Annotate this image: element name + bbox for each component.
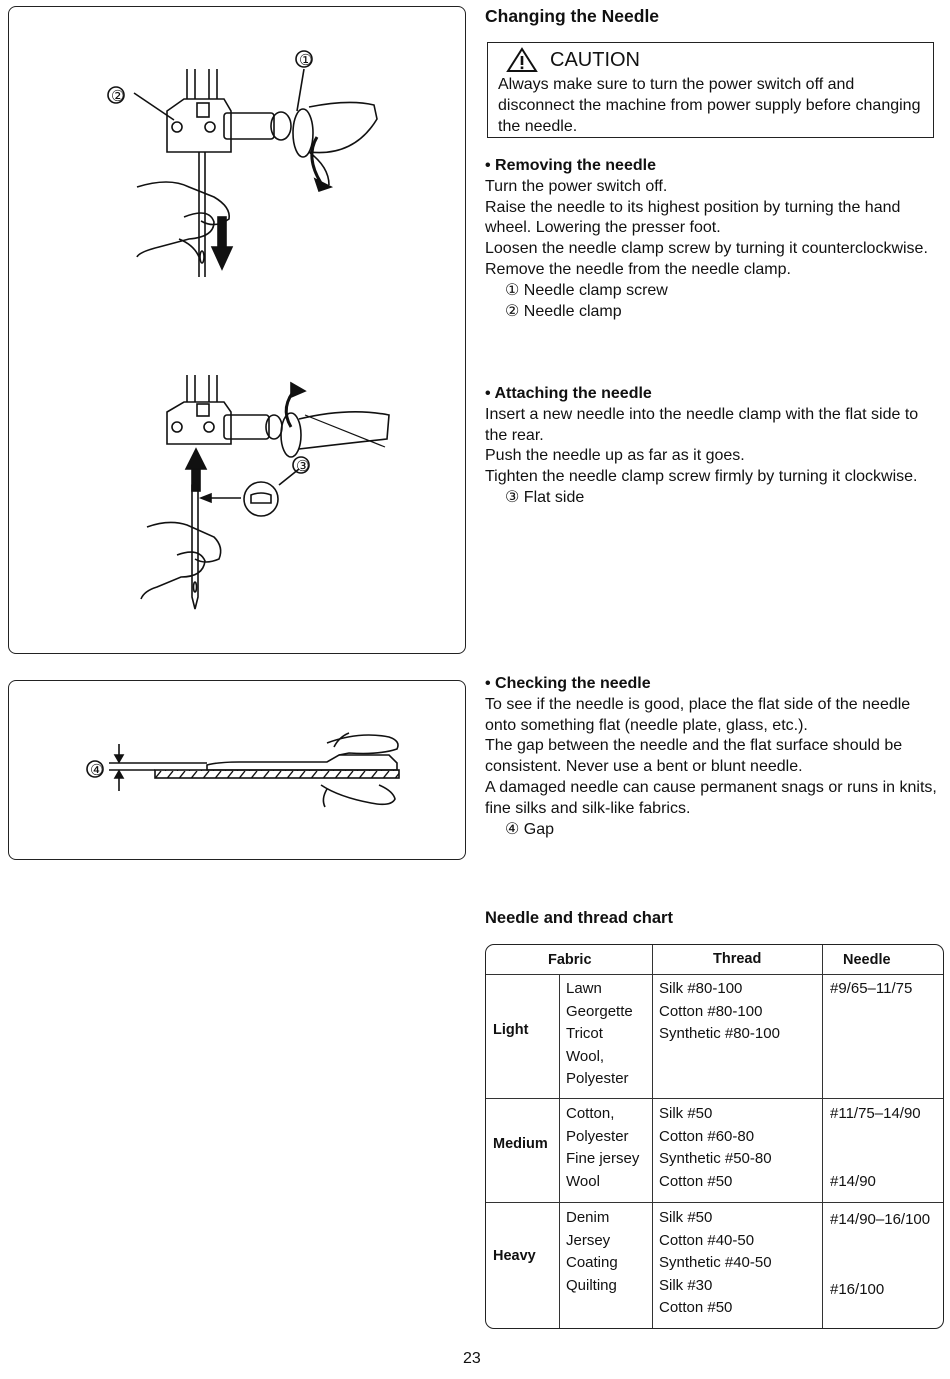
table-divider <box>559 974 560 1328</box>
checking-heading: • Checking the needle <box>485 675 651 692</box>
checking-line: To see if the needle is good, place the flat side of the needle onto something flat (needle plate, glass, etc.). <box>485 695 911 734</box>
attaching-heading: • Attaching the needle <box>485 385 652 402</box>
label-four: ④ <box>90 762 104 779</box>
fabric-item: Quilting <box>566 1276 617 1294</box>
warning-triangle-icon <box>506 47 538 73</box>
illustration-panel-needle-check <box>8 680 466 860</box>
attaching-line: Insert a new needle into the needle clamp with the flat side to the rear. <box>485 405 919 444</box>
table-divider <box>486 1202 943 1203</box>
removing-line: Raise the needle to its highest position by turning the hand wheel. Lowering the presser foot. <box>485 198 901 237</box>
checking-line: The gap between the needle and the flat surface should be consistent. Never use a bent or blunt needle. <box>485 737 903 776</box>
checking-item: ④ Gap <box>505 820 555 838</box>
label-three: ③ <box>296 458 310 475</box>
weight-light: Light <box>493 1022 529 1038</box>
removing-line: Turn the power switch off. <box>485 177 668 195</box>
thread-item: Synthetic #80-100 <box>659 1025 780 1043</box>
needle-light: #9/65–11/75 <box>830 980 913 997</box>
thread-item: Cotton #50 <box>659 1172 733 1190</box>
header-needle: Needle <box>843 952 891 968</box>
thread-list-light <box>659 978 780 1046</box>
fabric-item: Georgette <box>566 1002 633 1020</box>
thread-item: Cotton #60-80 <box>659 1127 755 1145</box>
section-checking <box>485 674 941 840</box>
thread-item: Silk #50 <box>659 1209 713 1226</box>
fabric-list-light <box>566 978 633 1091</box>
header-fabric: Fabric <box>548 952 592 968</box>
thread-item: Synthetic #50-80 <box>659 1150 772 1168</box>
page-title: Changing the Needle <box>485 6 660 26</box>
fabric-item: Jersey <box>566 1231 611 1249</box>
attaching-line: Push the needle up as far as it goes. <box>485 447 745 465</box>
needle-medium-alt: #14/90 <box>830 1173 876 1190</box>
thread-item: Cotton #50 <box>659 1299 733 1317</box>
fabric-item: Polyester <box>566 1070 629 1088</box>
page-number: 23 <box>463 1350 481 1367</box>
thread-list-medium <box>659 1103 772 1193</box>
chart-title: Needle and thread chart <box>485 909 673 927</box>
thread-list-heavy <box>659 1207 772 1320</box>
thread-item: Silk #30 <box>659 1276 713 1294</box>
removing-item: ① Needle clamp screw <box>505 281 668 299</box>
fabric-item: Coating <box>566 1254 618 1272</box>
removing-line: Loosen the needle clamp screw by turning it counterclockwise. <box>485 240 928 258</box>
thread-item: Silk #80-100 <box>659 980 743 997</box>
table-divider <box>822 945 823 1328</box>
section-attaching <box>485 384 941 509</box>
section-removing <box>485 156 941 322</box>
caution-box <box>487 42 934 138</box>
fabric-item: Wool, <box>566 1047 605 1065</box>
fabric-list-medium <box>566 1103 639 1193</box>
fabric-item: Lawn <box>566 980 602 997</box>
weight-heavy: Heavy <box>493 1248 536 1264</box>
illustration-panel-needle-change <box>8 6 466 654</box>
fabric-item: Fine jersey <box>566 1150 640 1168</box>
table-divider <box>486 974 943 975</box>
attaching-item: ③ Flat side <box>505 488 585 506</box>
needle-thread-table <box>485 944 944 1329</box>
attaching-line: Tighten the needle clamp screw firmly by turning it clockwise. <box>485 468 918 486</box>
needle-check-illustration <box>9 681 465 859</box>
fabric-item: Cotton, <box>566 1105 615 1122</box>
header-thread: Thread <box>713 951 762 967</box>
label-one: ① <box>299 52 313 69</box>
caution-text: Always make sure to turn the power switch off and disconnect the machine from power supply before changing the needle. <box>498 76 921 135</box>
needle-heavy: #14/90–16/100 <box>830 1211 931 1228</box>
removing-heading: • Removing the needle <box>485 157 656 174</box>
caution-heading: CAUTION <box>550 49 640 71</box>
label-two: ② <box>111 88 125 105</box>
thread-item: Synthetic #40-50 <box>659 1254 772 1272</box>
needle-medium: #11/75–14/90 <box>830 1105 921 1122</box>
fabric-item: Wool <box>566 1172 600 1190</box>
removing-line: Remove the needle from the needle clamp. <box>485 260 791 278</box>
removing-item: ② Needle clamp <box>505 302 622 320</box>
needle-heavy-alt: #16/100 <box>830 1281 885 1298</box>
needle-change-illustration <box>9 7 465 653</box>
checking-line: A damaged needle can cause permanent snags or runs in knits, fine silks and silk-like fabrics. <box>485 778 937 817</box>
fabric-item: Denim <box>566 1209 610 1226</box>
fabric-list-heavy <box>566 1207 618 1297</box>
weight-medium: Medium <box>493 1136 548 1152</box>
fabric-item: Polyester <box>566 1127 629 1145</box>
thread-item: Cotton #40-50 <box>659 1231 755 1249</box>
table-divider <box>486 1098 943 1099</box>
thread-item: Cotton #80-100 <box>659 1002 763 1020</box>
fabric-item: Tricot <box>566 1025 603 1043</box>
thread-item: Silk #50 <box>659 1105 713 1122</box>
table-divider <box>652 945 653 1328</box>
